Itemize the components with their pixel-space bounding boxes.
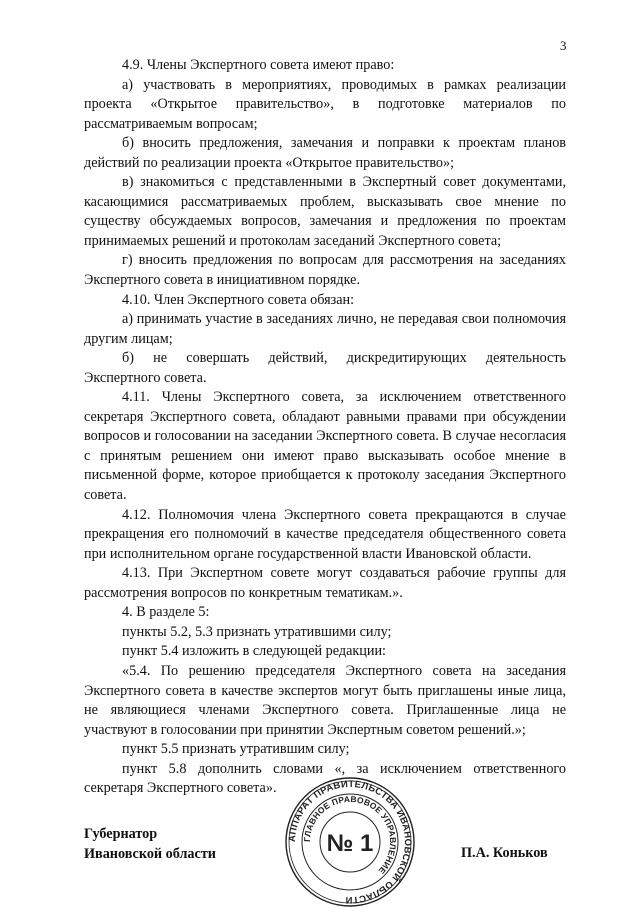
paragraph: пункт 5.8 дополнить словами «, за исключением ответственного секретаря Экспертного совета». (84, 760, 566, 797)
paragraph: в) знакомиться с представленными в Экспертный совет документами, касающимися рассматриваемых проблем, высказывать свое мнение по существу обсуждаемых вопросов, замечания и предложения по проектам принимаемых решений и протоколам заседаний Экспертного совета; (84, 174, 566, 249)
stamp-number: № 1 (326, 830, 374, 857)
stamp-inner-text: ГЛАВНОЕ ПРАВОВОЕ УПРАВЛЕНИЕ (301, 793, 399, 877)
paragraph: 4.13. При Экспертном совете могут создаваться рабочие группы для рассмотрения вопросов по конкретным тематикам.». (84, 565, 566, 601)
signature-region: Ивановской области (84, 845, 216, 862)
paragraph: 4. В разделе 5: (122, 604, 210, 621)
paragraph: «5.4. По решению председателя Экспертного совета на заседания Экспертного совета в качестве экспертов могут быть приглашены иные лица, не являющиеся членами Экспертного совета. Приглашенные лица не участвуют в голосовании при принятии Экспертным советом решений.»; (84, 662, 566, 738)
paragraph: 4.11. Члены Экспертного совета, за исключением ответственного секретаря Экспертного совета, обладают равными правами при обсуждении вопросов и голосовании на заседании Экспертного совета. В случае несогласия с принятым решением они имеют право высказывать особое мнение в письменной форме, которое приобщается к протоколу заседания Экспертного совета. (84, 389, 566, 504)
signature-name: П.А. Коньков (461, 845, 548, 861)
signature-position: Губернатор (84, 826, 158, 842)
paragraph: г) вносить предложения по вопросам для рассмотрения на заседаниях Экспертного совета в инициативном порядке. (84, 252, 566, 289)
paragraph: 4.12. Полномочия члена Экспертного совета прекращаются в случае прекращения его полномочий в качестве председателя общественного совета при исполнительном органе государственной власти Ивановской области. (84, 506, 566, 562)
paragraph: пункт 5.5 признать утратившим силу; (122, 741, 350, 758)
paragraph: а) принимать участие в заседаниях лично, не передавая свои полномочия другим лицам; (84, 311, 566, 347)
paragraph: пункт 5.4 изложить в следующей редакции: (122, 643, 386, 660)
paragraph: 4.10. Член Экспертного совета обязан: (122, 291, 355, 308)
official-stamp (283, 775, 417, 909)
paragraph: 4.9. Члены Экспертного совета имеют право: (122, 57, 395, 73)
paragraph: б) вносить предложения, замечания и поправки к проектам планов действий по реализации проекта «Открытое правительство»; (84, 135, 566, 171)
paragraph: б) не совершать действий, дискредитирующих деятельность Экспертного совета. (84, 350, 566, 386)
signature-title (84, 825, 216, 864)
document-body (84, 56, 566, 799)
stamp-outer-text: АППАРАТ ПРАВИТЕЛЬСТВА ИВАНОВСКОЙ ОБЛАСТИ (286, 778, 414, 906)
paragraph: пункты 5.2, 5.3 признать утратившими силу; (122, 623, 392, 640)
page-number: 3 (560, 38, 567, 53)
paragraph: а) участвовать в мероприятиях, проводимых в рамках реализации проекта «Открытое правительство», в подготовке материалов по рассматриваемым вопросам; (84, 76, 566, 132)
